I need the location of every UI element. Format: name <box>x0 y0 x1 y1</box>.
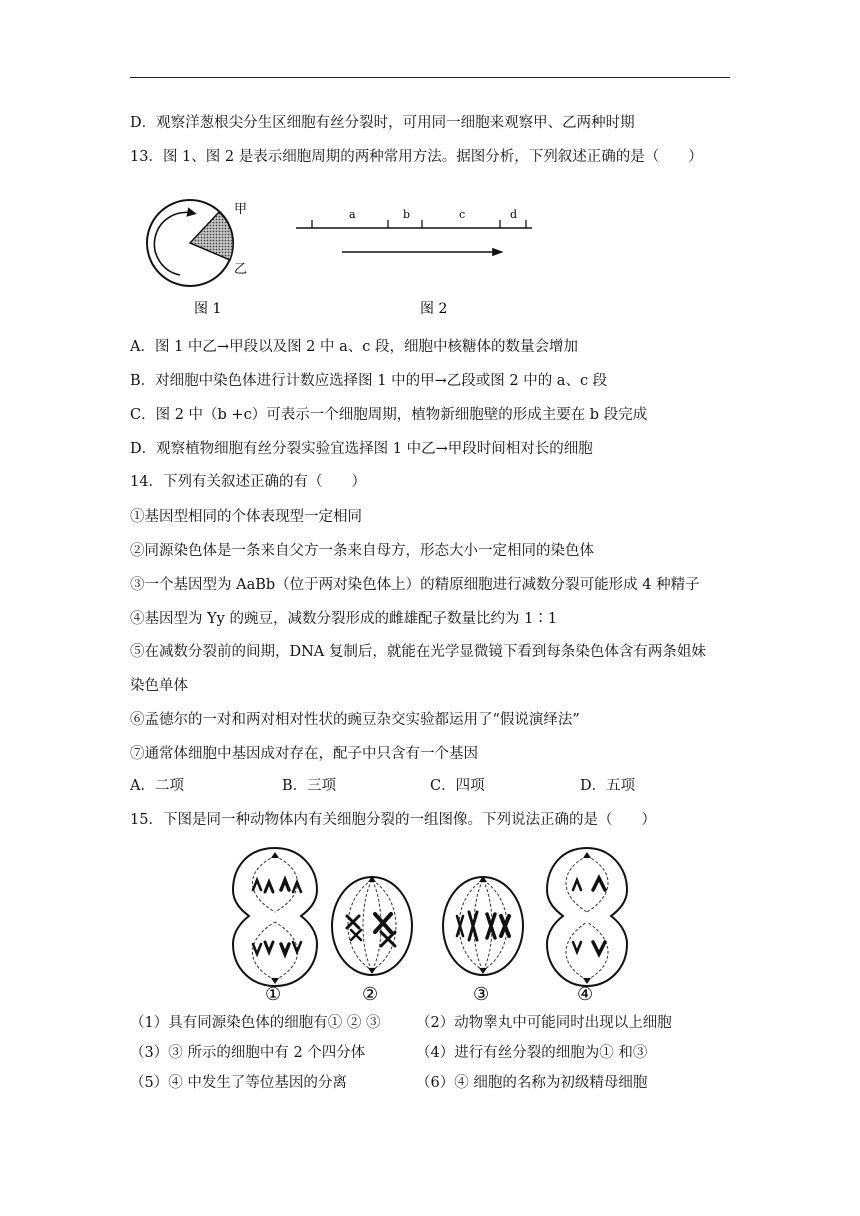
q14-statement-3: ③一个基因型为 AaBb（位于两对染色体上）的精原细胞进行减数分裂可能形成 4 种精子 <box>130 577 700 593</box>
cell-3-membrane <box>443 877 523 975</box>
q13-option-c: C．图 2 中（b +c）可表示一个细胞周期，植物新细胞壁的形成主要在 b 段完成 <box>130 407 648 423</box>
q15-statement-4: （4）进行有丝分裂的细胞为① 和③ <box>416 1045 648 1061</box>
q13-option-a: A．图 1 中乙→甲段以及图 2 中 a、c 段，细胞中核糖体的数量会增加 <box>130 339 578 355</box>
q14-option-b: B．三项 <box>282 778 337 794</box>
q15-statement-6: （6）④ 细胞的名称为初级精母细胞 <box>416 1075 648 1091</box>
q14-option-a: A．二项 <box>130 778 184 794</box>
q14-statement-4: ④基因型为 Yy 的豌豆，减数分裂形成的雌雄配子数量比约为 1∶1 <box>130 611 558 627</box>
cell-1-membrane <box>233 848 317 986</box>
fig2-seg-b: b <box>403 208 411 221</box>
q15-statement-2: （2）动物睾丸中可能同时出现以上细胞 <box>416 1015 672 1031</box>
cell-label-4: ④ <box>577 984 594 1005</box>
cell-label-1: ① <box>265 984 282 1005</box>
q14-option-c: C．四项 <box>430 778 485 794</box>
q14-stem: 14．下列有关叙述正确的有（ ） <box>130 474 366 490</box>
q13-stem: 13．图 1、图 2 是表示细胞周期的两种常用方法。据图分析，下列叙述正确的是（ ） <box>130 149 703 165</box>
q13-option-b: B．对细胞中染色体进行计数应选择图 1 中的甲→乙段或图 2 中的 a、c 段 <box>130 373 608 389</box>
q14-statement-5: ⑤在减数分裂前的间期，DNA 复制后，就能在光学显微镜下看到每条染色体含有两条姐妹 <box>130 644 706 660</box>
q14-statement-1: ①基因型相同的个体表现型一定相同 <box>130 509 362 525</box>
cell-division-figure <box>225 840 645 1005</box>
q15-statement-5: （5）④ 中发生了等位基因的分离 <box>130 1075 347 1091</box>
figure-1-cell-cycle-circle <box>140 185 265 320</box>
q13-option-d: D．观察植物细胞有丝分裂实验宜选择图 1 中乙→甲段时间相对长的细胞 <box>130 441 593 457</box>
q14-statement-2: ②同源染色体是一条来自父方一条来自母方，形态大小一定相同的染色体 <box>130 543 594 559</box>
fig1-label-yi: 乙 <box>234 262 248 277</box>
cell-label-3: ③ <box>473 984 490 1005</box>
q14-statement-5-cont: 染色单体 <box>130 678 188 694</box>
q14-statement-7: ⑦通常体细胞中基因成对存在，配子中只含有一个基因 <box>130 746 478 762</box>
q15-statement-1: （1）具有同源染色体的细胞有① ② ③ <box>130 1015 381 1031</box>
cell-label-2: ② <box>362 984 379 1005</box>
figure-2-cell-cycle-line <box>290 200 540 320</box>
q14-option-d: D．五项 <box>580 778 636 794</box>
q12-option-d: D．观察洋葱根尖分生区细胞有丝分裂时，可用同一细胞来观察甲、乙两种时期 <box>130 115 635 131</box>
fig1-label-jia: 甲 <box>234 202 248 217</box>
fig2-seg-c: c <box>459 208 466 221</box>
q15-stem: 15．下图是同一种动物体内有关细胞分裂的一组图像。下列说法正确的是（ ） <box>130 812 656 828</box>
q14-statement-6: ⑥孟德尔的一对和两对相对性状的豌豆杂交实验都运用了“假说演绎法” <box>130 712 580 728</box>
fig2-seg-d: d <box>510 208 518 221</box>
fig2-caption: 图 2 <box>420 301 448 317</box>
q15-statement-3: （3）③ 所示的细胞中有 2 个四分体 <box>130 1045 366 1061</box>
cell-4-membrane <box>547 848 627 986</box>
fig1-caption: 图 1 <box>194 301 222 317</box>
header-rule <box>130 77 730 78</box>
cell-2-membrane <box>332 877 412 975</box>
fig2-seg-a: a <box>349 208 356 221</box>
